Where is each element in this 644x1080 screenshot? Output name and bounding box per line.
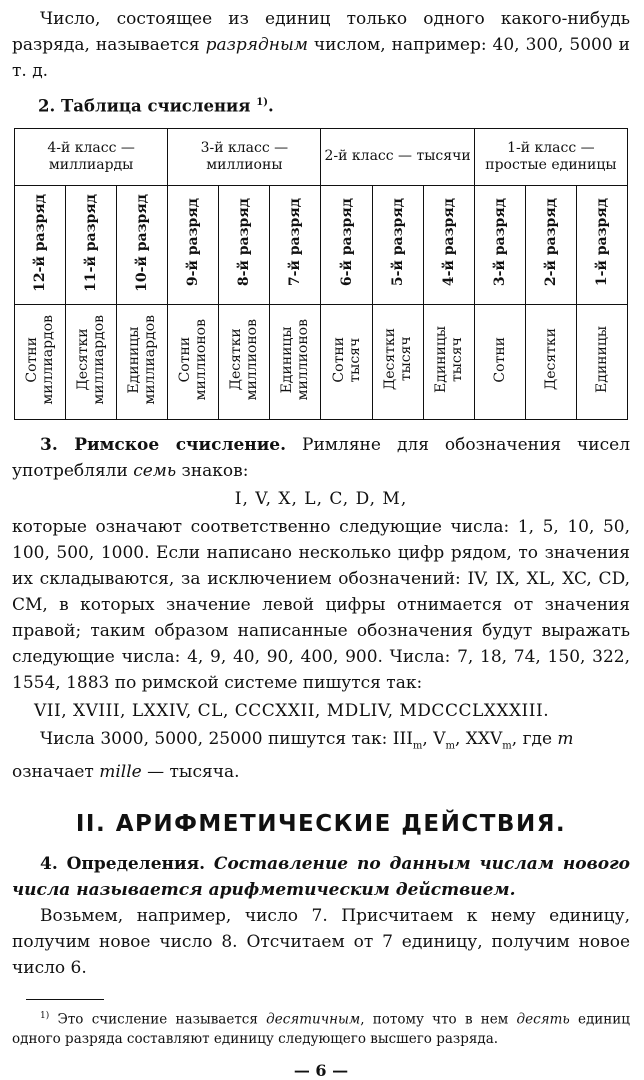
rank-label: 12-й разряд	[32, 193, 49, 292]
unit-name-label: Десятки тысяч	[381, 328, 414, 391]
section-4-definition	[12, 851, 630, 903]
section-3-heading: 3. Римское счисление.	[40, 434, 287, 455]
subscript-m: m	[412, 739, 423, 751]
unit-name-label: Сотни тысяч	[330, 336, 363, 383]
intro-text-end: числом, например: 40, 300, 5000 и т. д.	[12, 35, 630, 81]
unit-name-row	[15, 304, 628, 419]
rank-cell	[219, 185, 270, 304]
class-cell: 3-й класс — миллионы	[168, 128, 321, 185]
rank-label: 2-й разряд	[542, 198, 559, 287]
rank-label: 3-й разряд	[491, 198, 508, 287]
class-cell: 4-й класс — миллиарды	[15, 128, 168, 185]
section-4-definition-text: Составление по данным числам нового числа называется арифметическим действием.	[12, 853, 630, 900]
roman-explanation: которые означают соответственно следующие числа: 1, 5, 10, 50, 100, 500, 1000. Если написано несколько цифр рядом, то значения их складываются, за исключением обозначений: IV, IX, XL, XC, CD, CM, в которых значение левой цифры отнимается от значения правой; таким образом написанные обозначения будут выражать следующие числа: 4, 9, 40, 90, 400, 900. Числа: 7, 18, 74, 150, 322, 1554, 1883 по римской системе пишутся так:	[12, 516, 630, 693]
rank-label: 1-й разряд	[593, 198, 610, 287]
intro-paragraph	[12, 6, 630, 84]
rank-label: 5-й разряд	[389, 198, 406, 287]
rank-label: 11-й разряд	[83, 193, 100, 292]
unit-name-label: Единицы миллионов	[279, 318, 312, 401]
italic-mille: mille	[99, 761, 142, 782]
section-3-text: знаков:	[176, 460, 249, 481]
unit-name-label: Единицы	[593, 326, 610, 393]
subscript-m: m	[445, 739, 455, 751]
roman-examples: VII, XVIII, LXXIV, CL, CCCXXII, MDLIV, MDCCCLXXXIII.	[34, 700, 550, 721]
section-3-paragraph	[12, 432, 630, 484]
unit-name-cell	[219, 304, 270, 419]
rank-cell	[66, 185, 117, 304]
roman-thousands	[12, 726, 630, 785]
chapter-title: II. АРИФМЕТИЧЕСКИЕ ДЕЙСТВИЯ.	[75, 810, 567, 837]
section-3-text: Римляне для обозначения чисел употребляли	[12, 434, 630, 481]
rank-cell	[270, 185, 321, 304]
rank-label: 4-й разряд	[440, 198, 457, 287]
unit-name-label: Десятки миллиардов	[75, 314, 108, 405]
unit-name-cell	[168, 304, 219, 419]
footnote-term: десятичным	[266, 1011, 361, 1028]
rank-cell	[474, 185, 525, 304]
roman-signs: I, V, X, L, C, D, M,	[234, 488, 408, 509]
class-row	[15, 128, 628, 185]
class-cell: 1-й класс — простые единицы	[474, 128, 627, 185]
rank-label: 10-й разряд	[134, 193, 151, 292]
rank-cell	[576, 185, 627, 304]
unit-name-label: Десятки	[542, 328, 559, 391]
unit-name-label: Сотни миллионов	[177, 318, 210, 401]
page	[12, 6, 630, 1080]
unit-name-cell	[372, 304, 423, 419]
page-number: — 6 —	[293, 1061, 349, 1080]
unit-name-cell	[576, 304, 627, 419]
thousands-text: , V	[422, 728, 446, 749]
subscript-m: m	[502, 739, 512, 751]
rank-cell	[372, 185, 423, 304]
unit-name-label: Сотни	[491, 336, 508, 383]
numeration-table	[14, 128, 628, 420]
thousands-text: Числа 3000, 5000, 25000 пишутся так: III	[40, 728, 413, 749]
section-4-example: Возьмем, например, число 7. Присчитаем к нему единицу, получим новое число 8. Отсчитаем от 7 единицу, получим новое число 6.	[12, 905, 630, 978]
thousands-text: — тысяча.	[141, 761, 240, 782]
unit-name-cell	[117, 304, 168, 419]
section-4-heading: 4. Определения.	[40, 853, 206, 874]
unit-name-label: Сотни миллиардов	[24, 314, 57, 405]
footnote-text: Это счисление называется	[49, 1011, 267, 1028]
rank-label: 9-й разряд	[185, 198, 202, 287]
section-3-term: семь	[133, 460, 177, 481]
unit-name-cell	[474, 304, 525, 419]
thousands-text: , XXV	[454, 728, 503, 749]
rank-label: 6-й разряд	[338, 198, 355, 287]
rank-cell	[423, 185, 474, 304]
intro-term: разрядным	[205, 35, 308, 55]
unit-name-cell	[66, 304, 117, 419]
thousands-text: , где	[511, 728, 558, 749]
unit-name-label: Единицы миллиардов	[126, 314, 159, 405]
rank-label: 7-й разряд	[287, 198, 304, 287]
unit-name-cell	[321, 304, 372, 419]
rank-row	[15, 185, 628, 304]
footnote-term: десять	[516, 1011, 570, 1028]
class-cell: 2-й класс — тысячи	[321, 128, 474, 185]
thousands-text: означает	[12, 761, 100, 782]
section-2-title: 2. Таблица счисления	[38, 96, 251, 116]
footnote-ref: 1)	[256, 97, 268, 108]
unit-name-cell	[525, 304, 576, 419]
rank-cell	[321, 185, 372, 304]
unit-name-cell	[423, 304, 474, 419]
unit-name-cell	[15, 304, 66, 419]
rank-cell	[117, 185, 168, 304]
footnote-text: единиц одного разряда составляют единицу следующего высшего разряда.	[12, 1011, 630, 1048]
intro-text: Число, состоящее из единиц только одного какого-нибудь разряда, называется	[12, 9, 630, 55]
section-2-heading	[38, 90, 630, 120]
footnote-divider	[26, 999, 104, 1000]
unit-name-label: Десятки миллионов	[228, 318, 261, 401]
rank-cell	[168, 185, 219, 304]
italic-m: m	[557, 728, 574, 749]
rank-cell	[15, 185, 66, 304]
unit-name-cell	[270, 304, 321, 419]
rank-cell	[525, 185, 576, 304]
footnote-mark: 1)	[40, 1010, 50, 1021]
rank-label: 8-й разряд	[236, 198, 253, 287]
unit-name-label: Единицы тысяч	[432, 326, 465, 393]
footnote-text: , потому что в нем	[360, 1011, 517, 1028]
section-2-period: .	[267, 96, 274, 116]
